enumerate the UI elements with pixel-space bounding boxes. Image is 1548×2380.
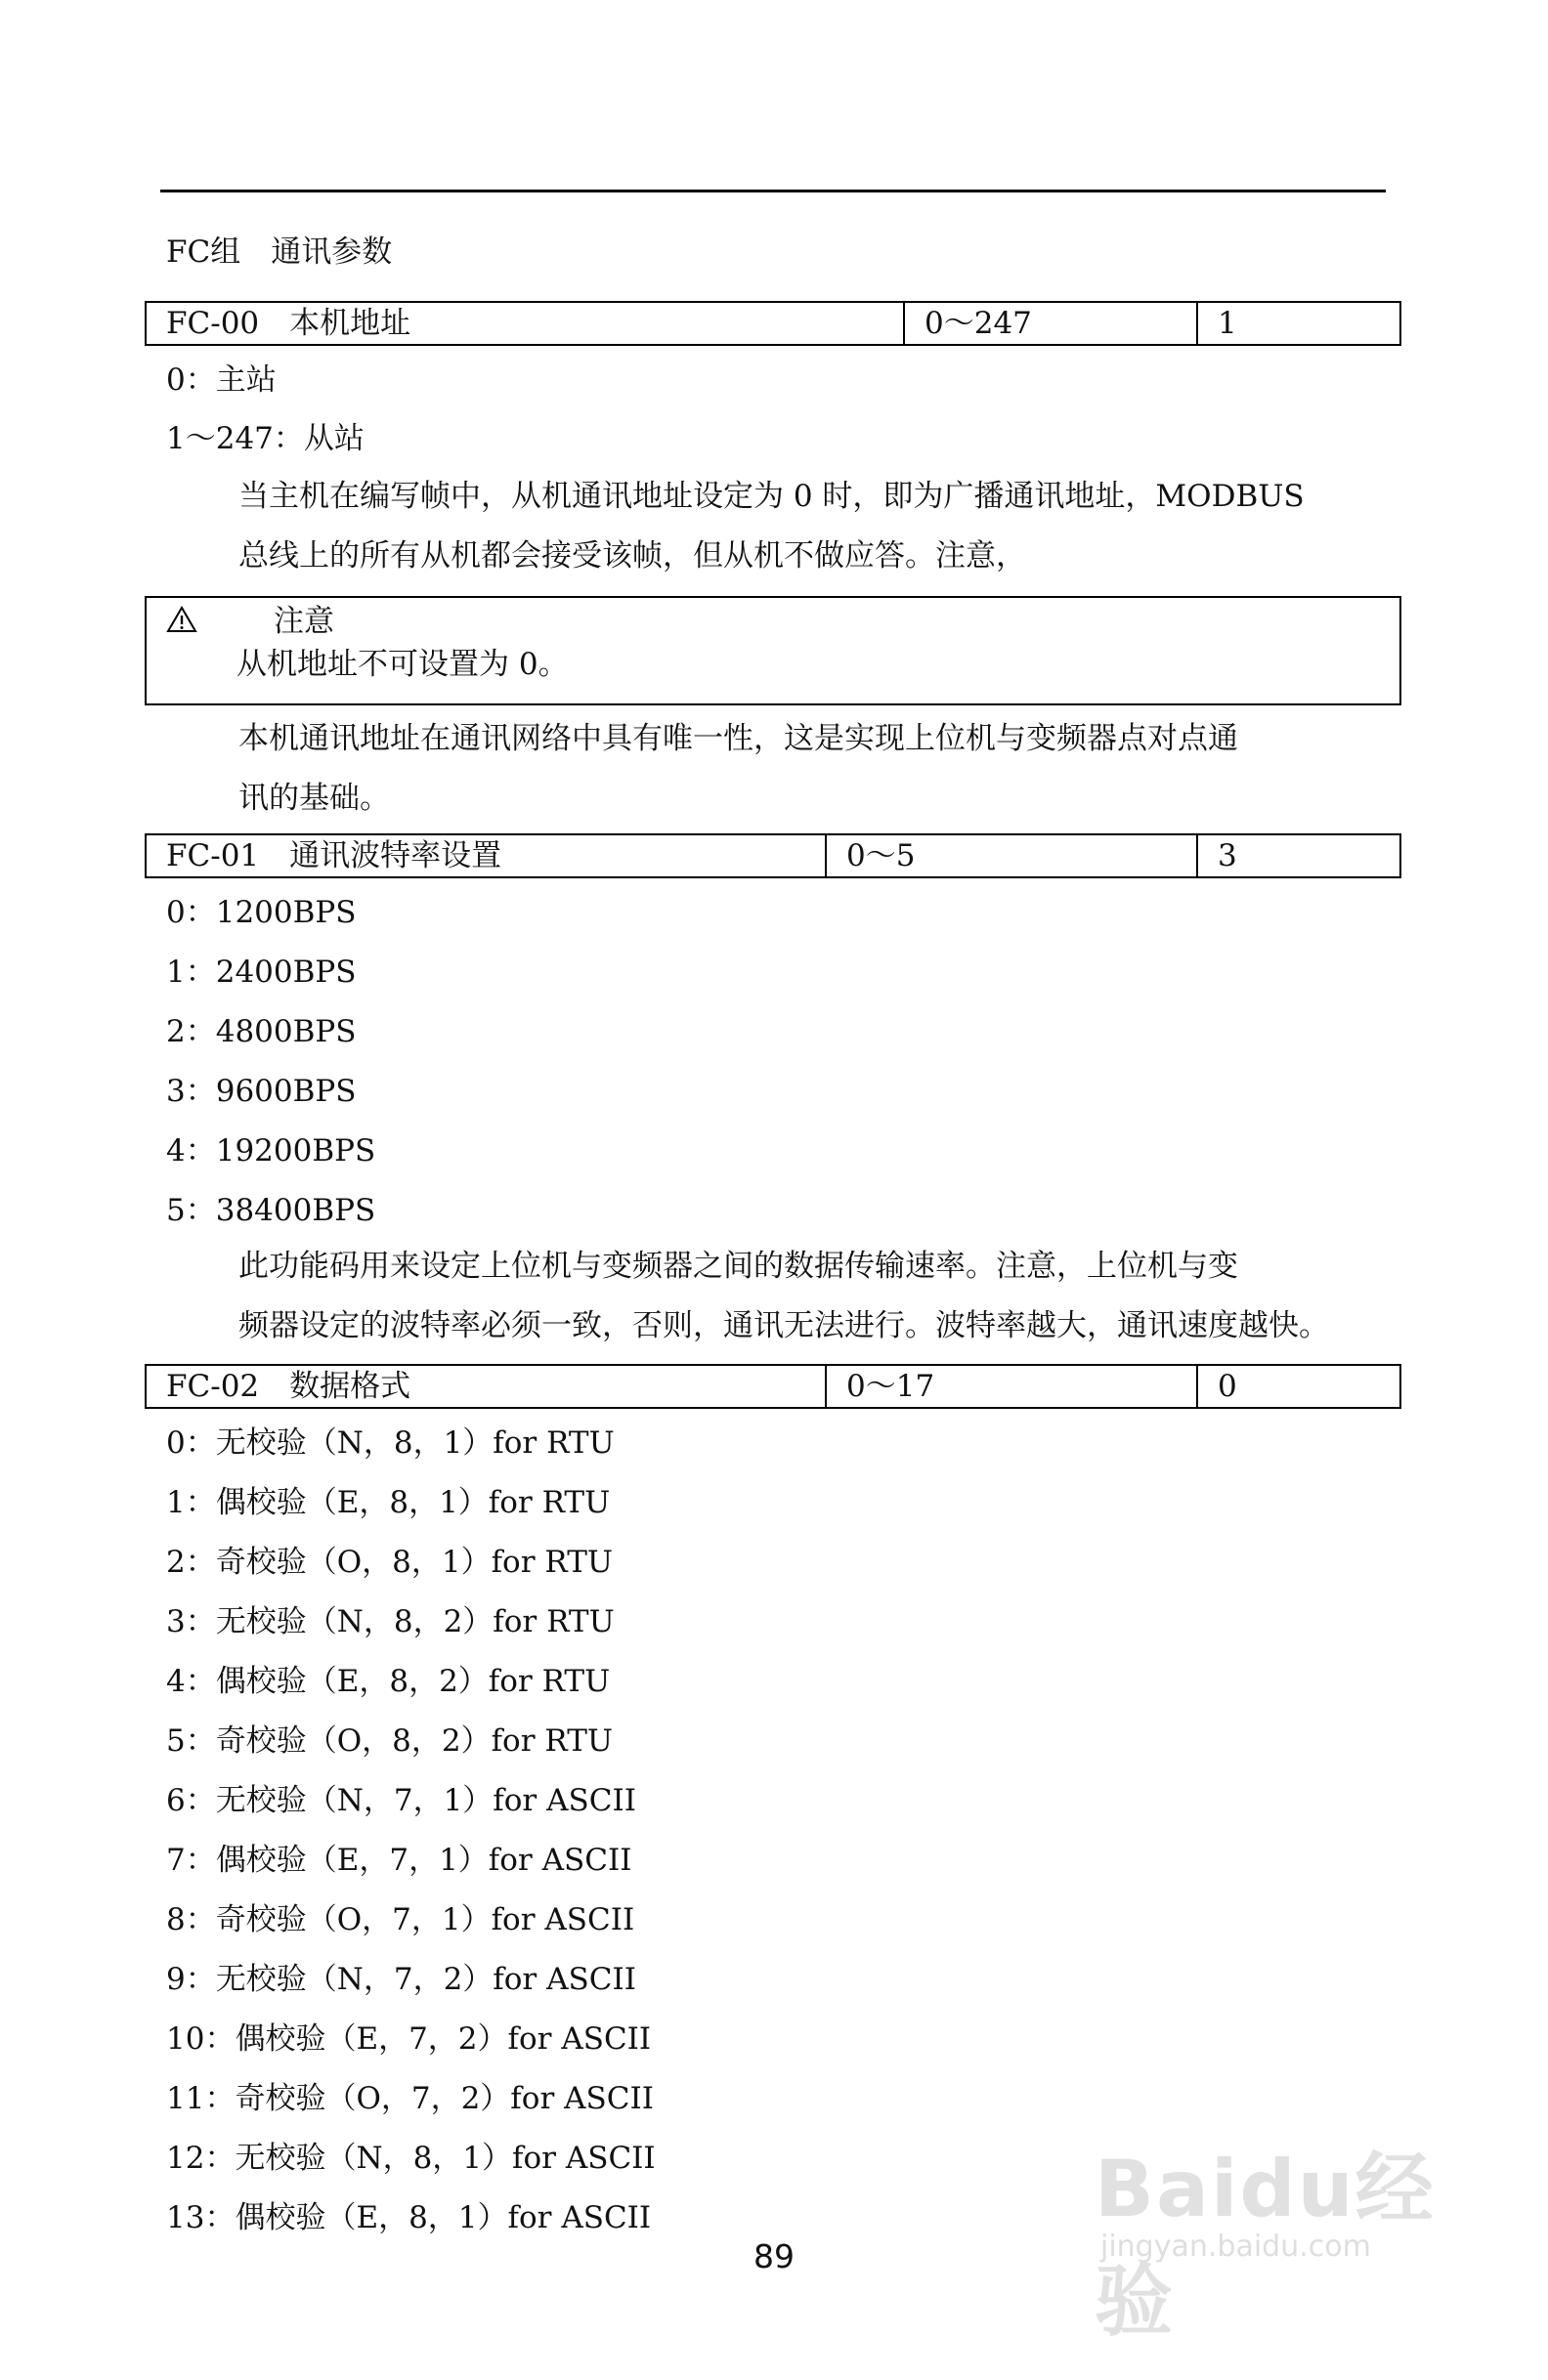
paragraph bbox=[166, 467, 1386, 585]
watermark-url: jingyan.baidu.com bbox=[1100, 2230, 1371, 2264]
param-range: 0～5 bbox=[825, 835, 1196, 876]
paragraph-line: 总线上的所有从机都会接受该帧，但从机不做应答。注意， bbox=[238, 537, 1026, 574]
paragraph bbox=[166, 709, 1386, 828]
param-range: 0～17 bbox=[825, 1366, 1196, 1407]
notice-text: 从机地址不可设置为 0。 bbox=[236, 647, 569, 682]
option-item: 1：偶校验（E，8，1）for RTU bbox=[166, 1485, 611, 1520]
option-item: 10：偶校验（E，7，2）for ASCII bbox=[166, 2021, 652, 2057]
param-code-name: FC-01 通讯波特率设置 bbox=[166, 838, 502, 873]
option-item: 7：偶校验（E，7，1）for ASCII bbox=[166, 1843, 632, 1878]
notice-title: 注意 bbox=[274, 604, 334, 639]
param-table-fc01 bbox=[145, 833, 1401, 878]
option-item: 6：无校验（N，7，1）for ASCII bbox=[166, 1783, 636, 1818]
paragraph-line: 此功能码用来设定上位机与变频器之间的数据传输速率。注意，上位机与变 bbox=[238, 1249, 1238, 1284]
param-code-name: FC-02 数据格式 bbox=[166, 1369, 411, 1404]
param-table-fc00 bbox=[145, 301, 1401, 346]
option-item: 12：无校验（N，8，1）for ASCII bbox=[166, 2141, 656, 2176]
option-item: 3：无校验（N，8，2）for RTU bbox=[166, 1604, 615, 1639]
param-code-name: FC-00 本机地址 bbox=[166, 306, 411, 341]
option-item: 4：偶校验（E，8，2）for RTU bbox=[166, 1664, 611, 1699]
warning-icon bbox=[166, 606, 197, 633]
option-item: 5：奇校验（O，8，2）for RTU bbox=[166, 1723, 613, 1759]
option-item: 4：19200BPS bbox=[166, 1133, 376, 1169]
option-item: 0：主站 bbox=[166, 362, 277, 398]
paragraph-line: 本机通讯地址在通讯网络中具有唯一性，这是实现上位机与变频器点对点通 bbox=[238, 721, 1238, 756]
option-item: 1：2400BPS bbox=[166, 955, 357, 990]
section-title: FC组 通讯参数 bbox=[166, 234, 393, 270]
option-item: 5：38400BPS bbox=[166, 1193, 376, 1228]
paragraph-line: 讯的基础。 bbox=[238, 780, 390, 816]
header-rule bbox=[160, 190, 1386, 192]
option-item: 13：偶校验（E，8，1）for ASCII bbox=[166, 2200, 652, 2235]
param-default: 3 bbox=[1196, 835, 1399, 876]
notice-box bbox=[145, 596, 1401, 705]
option-item: 2：4800BPS bbox=[166, 1014, 357, 1049]
watermark bbox=[1095, 2120, 1466, 2347]
watermark-brand: Baidu经验 bbox=[1095, 2144, 1436, 2347]
param-default: 1 bbox=[1196, 303, 1399, 344]
option-item: 11：奇校验（O，7，2）for ASCII bbox=[166, 2081, 654, 2116]
param-default: 0 bbox=[1196, 1366, 1399, 1407]
param-range: 0～247 bbox=[903, 303, 1196, 344]
option-item: 3：9600BPS bbox=[166, 1074, 357, 1109]
option-item: 0：无校验（N，8，1）for RTU bbox=[166, 1425, 615, 1461]
option-item: 1～247：从站 bbox=[166, 421, 365, 456]
paragraph-line: 频器设定的波特率必须一致，否则，通讯无法进行。波特率越大，通讯速度越快。 bbox=[238, 1307, 1329, 1343]
option-item: 0：1200BPS bbox=[166, 895, 357, 930]
option-item: 8：奇校验（O，7，1）for ASCII bbox=[166, 1902, 635, 1937]
paragraph bbox=[166, 1237, 1386, 1355]
option-item: 9：无校验（N，7，2）for ASCII bbox=[166, 1962, 636, 1997]
param-table-fc02 bbox=[145, 1364, 1401, 1409]
option-item: 2：奇校验（O，8，1）for RTU bbox=[166, 1545, 613, 1580]
page-number: 89 bbox=[753, 2237, 795, 2275]
paragraph-line: 当主机在编写帧中，从机通讯地址设定为 0 时，即为广播通讯地址，MODBUS bbox=[238, 479, 1305, 514]
